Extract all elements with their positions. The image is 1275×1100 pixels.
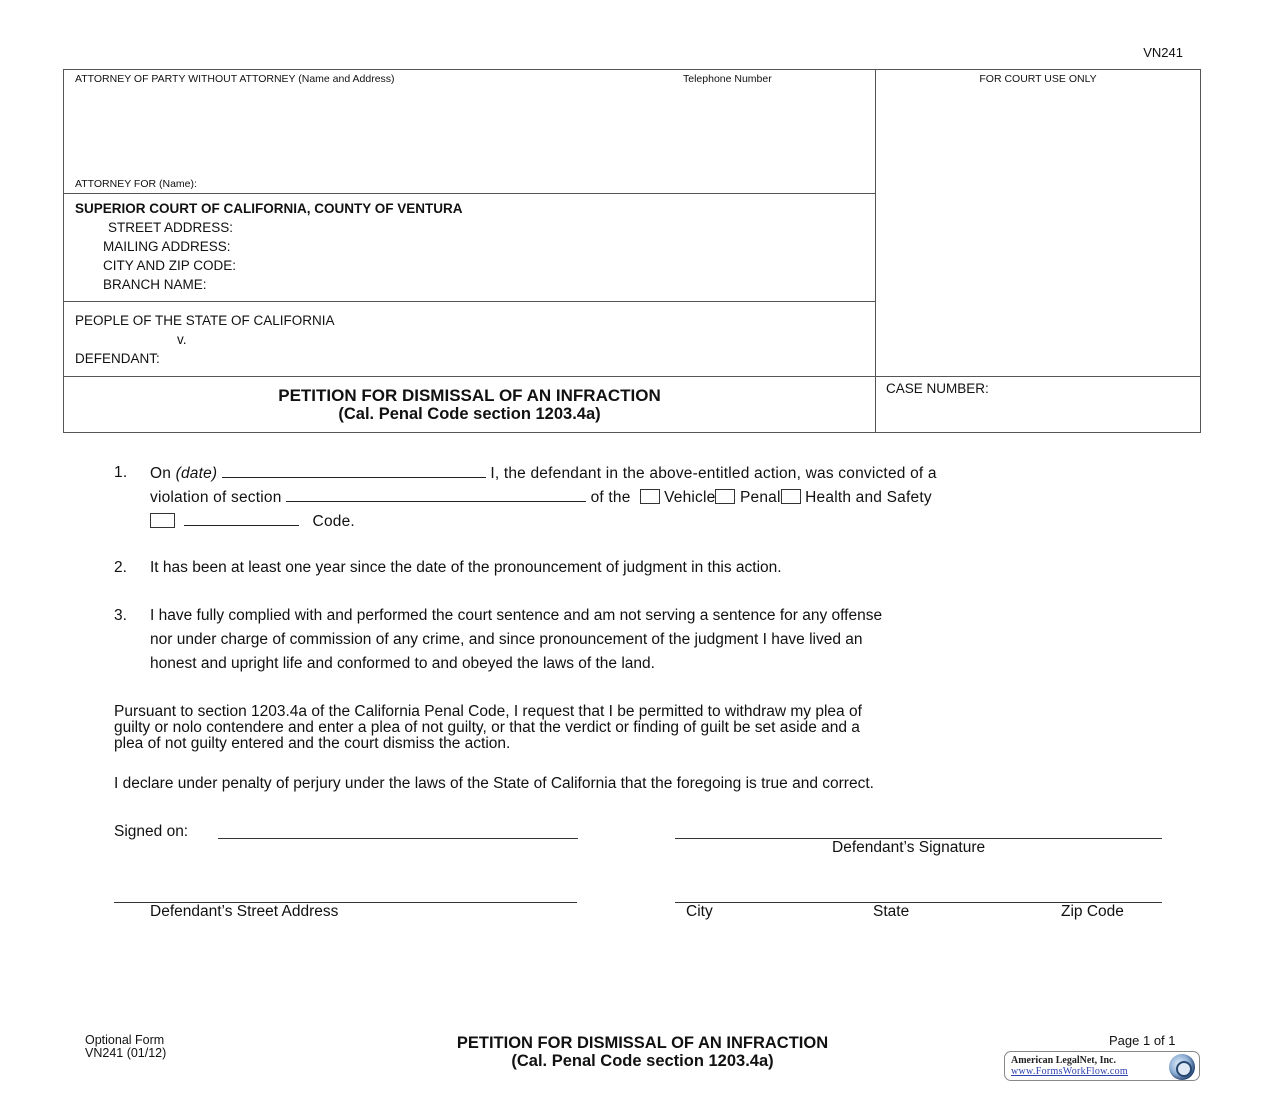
item-3-number: 3. [114, 607, 127, 624]
item-1-line-3 [150, 512, 355, 531]
defendant-signature-label: Defendant’s Signature [832, 839, 986, 856]
globe-icon [1169, 1054, 1195, 1080]
item-1-date-label: (date) [175, 465, 218, 482]
zip-code-label: Zip Code [1061, 903, 1124, 920]
divider-court [64, 301, 875, 302]
form-subtitle: (Cal. Penal Code section 1203.4a) [338, 405, 601, 423]
mailing-address-label: MAILING ADDRESS: [103, 239, 231, 254]
city-label: City [686, 903, 713, 920]
court-name: SUPERIOR COURT OF CALIFORNIA, COUNTY OF VENTURA [75, 201, 463, 216]
of-the-text: of the [590, 489, 631, 506]
telephone-label: Telephone Number [683, 73, 772, 85]
logo-company-name: American LegalNet, Inc. [1011, 1055, 1116, 1066]
case-number-label: CASE NUMBER: [886, 381, 989, 396]
section-field[interactable] [286, 488, 586, 502]
footer-form-version: VN241 (01/12) [85, 1046, 167, 1060]
item-1-line-1 [150, 464, 937, 483]
other-code-field[interactable] [184, 512, 299, 526]
item-1-on: On [150, 465, 176, 482]
defendant-label: DEFENDANT: [75, 351, 160, 366]
footer-subtitle: (Cal. Penal Code section 1203.4a) [511, 1052, 774, 1070]
divider-vertical [875, 70, 876, 432]
request-line-2: guilty or nolo contendere and enter a plea of not guilty, or that the verdict or finding of guilt be set aside and a [114, 719, 860, 736]
state-label: State [873, 903, 910, 920]
page-number: Page 1 of 1 [1109, 1033, 1176, 1048]
item-3-line-3: honest and upright life and conformed to and obeyed the laws of the land. [150, 655, 655, 672]
branch-name-label: BRANCH NAME: [103, 277, 207, 292]
logo-url-link[interactable]: www.FormsWorkFlow.com [1011, 1066, 1128, 1077]
signed-on-field[interactable] [218, 838, 578, 839]
street-address-sig-label: Defendant’s Street Address [150, 903, 339, 920]
footer-optional-form: Optional Form [85, 1033, 165, 1047]
request-line-3: plea of not guilty entered and the court dismiss the action. [114, 735, 511, 752]
court-use-label: FOR COURT USE ONLY [979, 73, 1097, 85]
vehicle-checkbox[interactable] [640, 489, 660, 504]
penal-label: Penal [739, 489, 781, 506]
vehicle-label: Vehicle [664, 489, 716, 506]
item-2-number: 2. [114, 559, 127, 576]
health-safety-checkbox[interactable] [781, 489, 801, 504]
item-3-line-1: I have fully complied with and performed the court sentence and am not serving a sentence for any offense [150, 607, 883, 624]
attorney-label: ATTORNEY OF PARTY WITHOUT ATTORNEY (Name and Address) [75, 73, 395, 85]
versus-label: v. [177, 332, 187, 347]
item-3-line-2: nor under charge of commission of any crime, and since pronouncement of the judgment I have lived an [150, 631, 863, 648]
form-title: PETITION FOR DISMISSAL OF AN INFRACTION [278, 386, 661, 405]
item-2-text: It has been at least one year since the date of the pronouncement of judgment in this action. [150, 559, 782, 576]
city-zip-label: CITY AND ZIP CODE: [103, 258, 237, 273]
divider-attorney [64, 193, 875, 194]
plaintiff-label: PEOPLE OF THE STATE OF CALIFORNIA [75, 313, 335, 328]
penal-checkbox[interactable] [715, 489, 735, 504]
section-label: violation of section [150, 489, 282, 506]
footer-title: PETITION FOR DISMISSAL OF AN INFRACTION [456, 1034, 829, 1052]
health-safety-label: Health and Safety [805, 489, 932, 506]
date-field[interactable] [222, 464, 486, 478]
code-label: Code. [312, 513, 355, 530]
item-1-number: 1. [114, 464, 128, 481]
caption-box [63, 69, 1201, 433]
item-1-text: I, the defendant in the above-entitled action, was convicted of a [485, 465, 937, 482]
attorney-for-label: ATTORNEY FOR (Name): [75, 178, 197, 190]
american-legalnet-logo[interactable] [1004, 1051, 1200, 1081]
request-line-1: Pursuant to section 1203.4a of the California Penal Code, I request that I be permitted to withdraw my plea of [114, 703, 862, 720]
signed-on-label: Signed on: [114, 823, 189, 840]
divider-title [64, 376, 1200, 377]
item-1-line-2 [150, 488, 932, 507]
declaration-text: I declare under penalty of perjury under the laws of the State of California that the foregoing is true and correct. [114, 775, 874, 792]
street-address-label: STREET ADDRESS: [108, 220, 234, 235]
other-code-checkbox[interactable] [150, 513, 175, 528]
form-id: VN241 [1143, 45, 1183, 60]
